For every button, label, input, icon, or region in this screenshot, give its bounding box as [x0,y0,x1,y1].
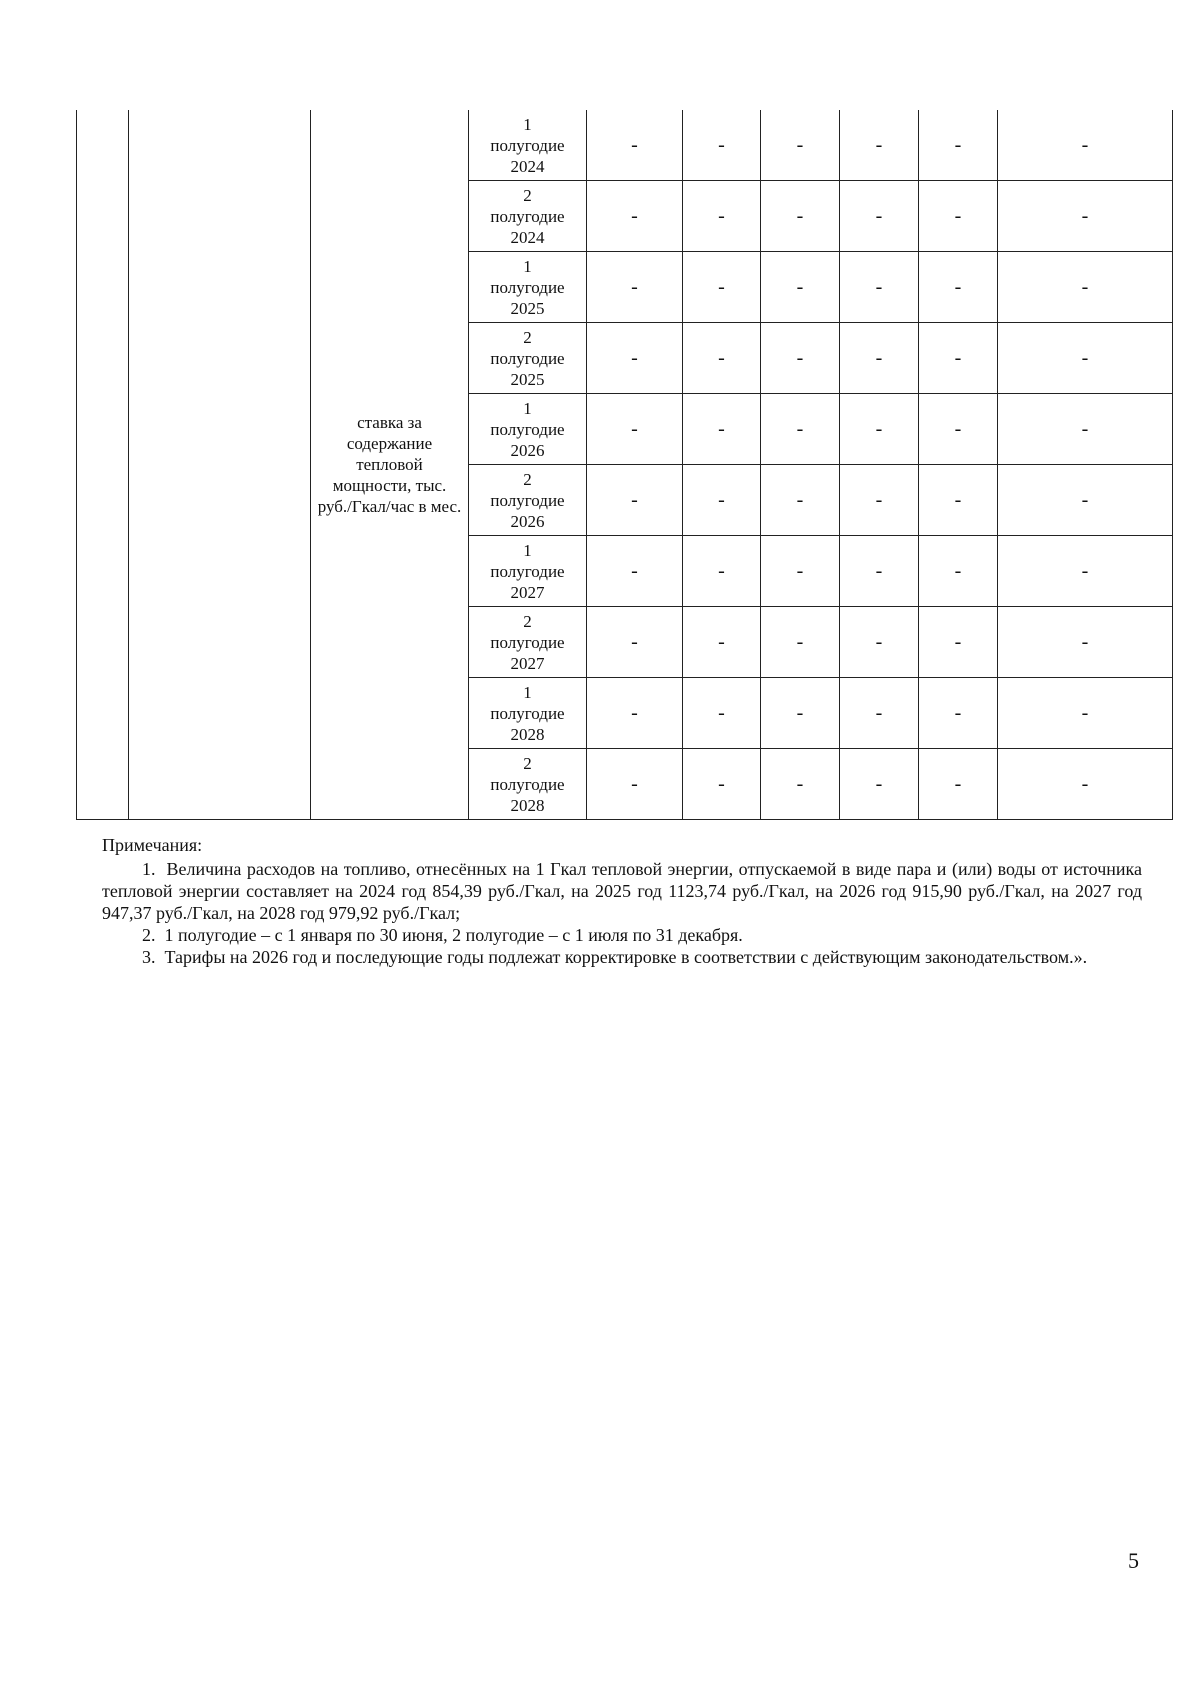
value-cell: - [919,323,998,394]
value-cell: - [587,323,683,394]
period-label: полугодие [490,703,565,723]
value-cell: - [919,110,998,181]
value-cell: - [840,181,919,252]
period-cell [469,252,587,323]
value-cell: - [998,394,1173,465]
value-cell: - [683,536,761,607]
value-cell: - [998,323,1173,394]
value-cell: - [840,607,919,678]
value-cell: - [998,678,1173,749]
value-cell: - [919,252,998,323]
value-cell: - [761,749,840,820]
value-cell: - [761,394,840,465]
value-cell: - [761,607,840,678]
value-cell: - [683,607,761,678]
notes-section [102,834,1142,968]
value-cell: - [683,181,761,252]
period-label: полугодие [490,348,565,368]
period-cell [469,536,587,607]
value-cell: - [840,394,919,465]
period-cell [469,678,587,749]
period-half: 2 [523,185,532,205]
period-label: полугодие [490,206,565,226]
period-cell [469,110,587,181]
page-number: 5 [1128,1548,1139,1573]
value-cell: - [919,394,998,465]
period-cell [469,394,587,465]
value-cell: - [840,678,919,749]
value-cell: - [761,465,840,536]
period-half: 2 [523,469,532,489]
period-half: 2 [523,611,532,631]
value-cell: - [919,181,998,252]
value-cell: - [840,252,919,323]
note-item: 1. Величина расходов на топливо, отнесённых на 1 Гкал тепловой энергии, отпускаемой в виде пара и (или) воды от источника тепловой энергии составляет на 2024 год 854,39 руб./Гкал, на 2025 год 1123,74 руб./Гкал, на 2026 год 915,90 руб./Гкал, на 2027 год 947,37 руб./Гкал, на 2028 год 979,92 руб./Гкал; [102,859,1142,923]
value-cell: - [840,465,919,536]
value-cell: - [761,181,840,252]
value-cell: - [919,749,998,820]
value-cell: - [761,110,840,181]
period-label: полугодие [490,774,565,794]
period-year: 2027 [510,653,545,673]
value-cell: - [919,607,998,678]
value-cell: - [587,607,683,678]
period-year: 2028 [510,795,545,815]
value-cell: - [587,252,683,323]
period-year: 2027 [510,582,545,602]
value-cell: - [919,678,998,749]
value-cell: - [761,678,840,749]
value-cell: - [761,536,840,607]
value-cell: - [998,252,1173,323]
period-half: 2 [523,753,532,773]
period-half: 1 [523,540,532,560]
value-cell: - [840,536,919,607]
value-cell: - [587,181,683,252]
value-cell: - [587,749,683,820]
period-half: 1 [523,398,532,418]
period-year: 2024 [510,227,545,247]
period-year: 2026 [510,511,545,531]
period-half: 1 [523,256,532,276]
table-row [77,110,1173,181]
period-label: полугодие [490,277,565,297]
period-half: 2 [523,327,532,347]
value-cell: - [998,607,1173,678]
period-half: 1 [523,114,532,134]
value-cell: - [919,536,998,607]
value-cell: - [587,110,683,181]
value-cell: - [998,181,1173,252]
value-cell: - [761,323,840,394]
value-cell: - [998,110,1173,181]
period-cell [469,181,587,252]
period-cell [469,607,587,678]
value-cell: - [683,323,761,394]
period-label: полугодие [490,561,565,581]
period-label: полугодие [490,490,565,510]
period-cell [469,749,587,820]
value-cell: - [683,110,761,181]
period-year: 2024 [510,156,545,176]
note-item: 3. Тарифы на 2026 год и последующие годы подлежат корректировке в соответствии с действующим законодательством.». [142,947,1088,967]
rate-label-cell: ставка за содержание тепловой мощности, тыс. руб./Гкал/час в мес. [311,110,469,820]
value-cell: - [587,394,683,465]
value-cell: - [683,749,761,820]
value-cell: - [840,323,919,394]
notes-heading: Примечания: [102,835,203,855]
blank-column-cell [129,110,311,820]
period-cell [469,465,587,536]
value-cell: - [998,536,1173,607]
value-cell: - [683,252,761,323]
value-cell: - [840,749,919,820]
period-year: 2025 [510,298,545,318]
value-cell: - [998,465,1173,536]
period-year: 2025 [510,369,545,389]
tariff-table [76,110,1173,820]
period-label: полугодие [490,632,565,652]
value-cell: - [683,394,761,465]
value-cell: - [683,678,761,749]
value-cell: - [919,465,998,536]
period-label: полугодие [490,135,565,155]
value-cell: - [998,749,1173,820]
value-cell: - [761,252,840,323]
blank-column-cell [77,110,129,820]
value-cell: - [587,678,683,749]
period-label: полугодие [490,419,565,439]
value-cell: - [587,536,683,607]
period-year: 2028 [510,724,545,744]
period-year: 2026 [510,440,545,460]
value-cell: - [587,465,683,536]
value-cell: - [840,110,919,181]
note-item: 2. 1 полугодие – с 1 января по 30 июня, 2 полугодие – с 1 июля по 31 декабря. [142,925,743,945]
period-cell [469,323,587,394]
period-half: 1 [523,682,532,702]
value-cell: - [683,465,761,536]
